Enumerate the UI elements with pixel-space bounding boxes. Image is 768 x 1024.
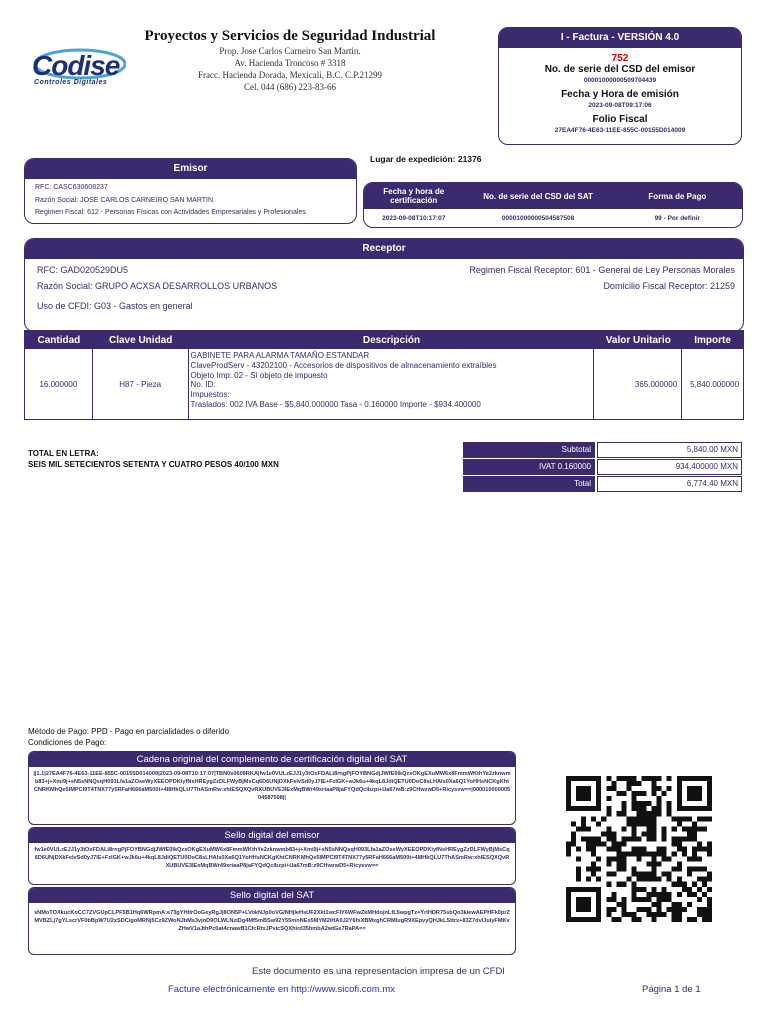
receptor-box <box>24 238 744 332</box>
sello-emisor-box <box>28 827 516 885</box>
cadena-original-title: Cadena original del complemento de certificación digital del SAT <box>29 752 515 767</box>
sat-certification-box <box>363 182 743 228</box>
forma-pago-header: Forma de Pago <box>648 191 707 201</box>
logo-subtext: Controles Digitales <box>34 79 108 86</box>
desc-line: ClaveProdServ - 43202100 - Accesorios de dispositivos de almacenamiento extraíbles <box>190 360 497 370</box>
receptor-title: Receptor <box>25 239 743 259</box>
page-number: Página 1 de 1 <box>642 984 701 995</box>
folio-fiscal-label: Folio Fiscal <box>592 114 648 125</box>
condiciones-pago: Condiciones de Pago: <box>28 738 107 747</box>
desc-line: Objeto Imp: 02 - Sí objeto de impuesto <box>190 370 328 380</box>
company-phone: Cel. 044 (686) 223-83-66 <box>244 82 336 92</box>
sat-csd-value: 00001000000504587508 <box>501 214 575 222</box>
emisor-razon: Razón Social: JOSE CARLOS CARNEIRO SAN MARTIN <box>35 196 214 204</box>
total-value: 6,774.40 MXN <box>597 476 742 492</box>
sello-emisor-title: Sello digital del emisor <box>29 828 515 843</box>
emisor-regimen: Regimen Fiscal: 612 - Personas Físicas con Actividades Empresariales y Profesionales <box>35 209 306 216</box>
items-table <box>24 330 744 420</box>
cadena-original-text: ||1.1|27EA4F76-4E63-11EE-855C-00155D014009|2023-09-08T10:17:07|TBN0s0609RKA|fw1e0VULzEJJ1y3tOxFDALi8rngPjFOYBNGdjJWfE0lkQzxOKgEXuMW6x8FmmWKthYe2zknwmb83+j+Xmi9j+sN5sNNQsqH093Lfa1aZOseWyXEEOPDKiyfNsHREygZzDLFWyBjMsCq6D6UNjDXkFelvSd0yJ7IE+FzIGK+wJk6u+4kqL8JdiQETU0DoC8sLHAls0Xa6Q1YoHHsNCKgKhtCNRKMhQe5IMPCl9T4TNX77y5RFaH666aM500t+4l8HkQLU7ThASmRw:xhlESQXQvRXUBUVE3IExMqBWr49xrtaaP8jaFYQdQclbzpi+Ua67mB:z9CHwzwD5+Ricysvw==|00001000000504587508|| <box>33 771 511 801</box>
cell-importe: 5,840.000000 <box>690 380 740 389</box>
cell-unidad: H87 - Pieza <box>93 349 189 420</box>
cell-valor-unitario: 365.000000 <box>594 349 682 420</box>
col-cantidad: Cantidad <box>37 334 81 346</box>
iva-value: 934.400000 MXN <box>597 459 742 475</box>
sat-csd-header: No. de serie del CSD del SAT <box>483 191 593 201</box>
emisor-title: Emisor <box>25 159 356 179</box>
cell-descripcion <box>189 349 595 420</box>
totals-box <box>463 442 742 493</box>
receptor-domicilio: Domicilio Fiscal Receptor: 21259 <box>603 281 735 291</box>
total-letra-value: SEIS MIL SETECIENTOS SETENTA Y CUATRO PESOS 40/100 MXN <box>28 460 279 469</box>
fecha-emision-value: 2023-09-08T09:17:06 <box>588 102 652 109</box>
cadena-original-box <box>28 751 516 825</box>
invoice-box <box>498 27 742 145</box>
col-importe: Importe <box>694 334 731 346</box>
forma-pago-value: 99 - Por definir <box>654 214 701 222</box>
sello-sat-box <box>28 887 516 955</box>
col-valor-unitario: Valor Unitario <box>605 334 671 346</box>
total-letra-label: TOTAL EN LETRA: <box>28 449 99 458</box>
sello-emisor-text: fw1e0VULzEJJ1y3tOxFDALi8rngPjFOYBNGdjJWfE0lkQzxOKgEXuMW6x8FmmWKthYe2zknwmb83+j+Xmi9j+sN5sNNQsqH093Lfa1aZOseWyXEEOPDKiyfNsHREygZzDLFWyBjMsCq6D6UNjDXkFelvSd0yJ7IE+FzIGK+wJk6u+4kqL8JdiQETU0DoC8sLHAls0Xa6Q1YoHHsNCKgKhtCNRKMhQe5IMPCl9T4TNX77y5RFaH666aM500t+4l8HkQLU7ThASmRw:xhlESQXQvRXUBUVE3IExMqBWr49xrtaaP8jaFYQdQclbzpi+Ua67mB:z9CHwzwD5+Ricysvw== <box>34 847 510 869</box>
iva-label: IVAT 0.160000 <box>463 459 595 475</box>
subtotal-label: Subtotal <box>463 442 595 458</box>
desc-line: Impuestos: <box>190 390 230 400</box>
items-header <box>25 331 743 349</box>
metodo-pago: Método de Pago: PPD - Pago en parcialidades o diferido <box>28 727 230 736</box>
cfdi-disclaimer: Este documento es una representacion impresa de un CFDI <box>252 966 505 977</box>
total-label: Total <box>463 476 595 492</box>
sicofi-link[interactable]: Facture electrónicamente en http://www.sicofi.com.mx <box>168 984 396 995</box>
receptor-regimen: Regimen Fiscal Receptor: 601 - General de Ley Personas Morales <box>469 265 735 275</box>
receptor-rfc: RFC: GAD020529DU5 <box>37 265 129 275</box>
emisor-box <box>24 158 357 224</box>
total-en-letra <box>28 448 279 470</box>
sat-fecha-value: 2023-09-08T10:17:07 <box>382 214 446 222</box>
company-street: Av. Hacienda Troncoso # 3318 <box>234 58 346 68</box>
sat-fecha-header: Fecha y hora de certificación <box>383 187 445 205</box>
company-logo <box>28 48 126 88</box>
lugar-expedicion: Lugar de expedición: 21376 <box>370 154 482 164</box>
receptor-razon: Razón Social: GRUPO ACXSA DESARROLLOS URBANOS <box>37 281 278 291</box>
table-row <box>25 349 743 420</box>
csd-emisor-label: No. de serie del CSD del emisor <box>544 64 696 75</box>
invoice-number: 752 <box>611 53 629 64</box>
col-clave-unidad: Clave Unidad <box>109 334 173 346</box>
sello-sat-title: Sello digital del SAT <box>29 888 515 903</box>
iva-row <box>463 459 742 475</box>
subtotal-row <box>463 442 742 458</box>
qr-code-icon <box>566 776 712 922</box>
csd-emisor-value: 00001000000509704439 <box>583 77 657 84</box>
folio-fiscal-value: 27EA4F76-4E63-11EE-855C-00155D014009 <box>554 127 686 134</box>
cell-cantidad: 16.000000 <box>25 349 93 420</box>
col-descripcion: Descripción <box>362 334 421 346</box>
logo-wordmark: Codise <box>32 50 120 81</box>
invoice-title: I - Factura - VERSIÓN 4.0 <box>499 28 741 48</box>
total-row <box>463 476 742 492</box>
receptor-uso-cfdi: Uso de CFDI: G03 - Gastos en general <box>37 301 193 311</box>
desc-line: GABINETE PARA ALARMA TAMAÑO ESTANDAR <box>190 351 370 360</box>
company-info <box>140 28 440 93</box>
desc-line: Traslados: 002 IVA Base - $5,840.000000 Tasa - 0.160000 Importe - $934.400000 <box>190 399 481 409</box>
sat-header <box>364 183 742 209</box>
emisor-rfc: RFC: CASC630608237 <box>35 184 108 191</box>
fecha-emision-label: Fecha y Hora de emisión <box>561 89 679 100</box>
company-name: Proyectos y Servicios de Seguridad Industrial <box>144 28 436 44</box>
company-city: Fracc. Hacienda Dorada, Mexicali, B.C. C.P.21299 <box>198 70 382 80</box>
desc-line: No. ID: <box>190 380 216 390</box>
sello-sat-text: sNMoTOXkucKoCC7ZVGUpCLPF5B1Hq6WRpmA:e73gYHtlrOoGeyRgJj8ON5P+LVokNJp0oVG/NHjIeHsUF2Xkt1wcFIY6WFwZkMHdojnLfL5wpgTz+YrlHDR75sbQo3kiewAEPHFk0prZMVBZLj7gYLscrVF0bBpW7U2xSDCigoMRNj5Cz9ZWoNJbMs3vjnD9OLWLNziDg4Mf5mBSw92Y55mnNEs5MYM2iHA0J2Y6fsXBMxghCRMlugR9XEpvyQHJkLSttrx+83Z7dvlJuiyFMKvZHwV1aJthPc0at4cnawB1CfcRtxJPvicSQXhird35hmbA2wtGe7RaPA== <box>34 910 510 932</box>
subtotal-value: 5,840.00 MXN <box>597 442 742 458</box>
sat-values <box>364 209 742 227</box>
company-owner: Prop. Jose Carlos Carneiro San Martin. <box>219 46 361 56</box>
payment-info <box>28 726 229 748</box>
